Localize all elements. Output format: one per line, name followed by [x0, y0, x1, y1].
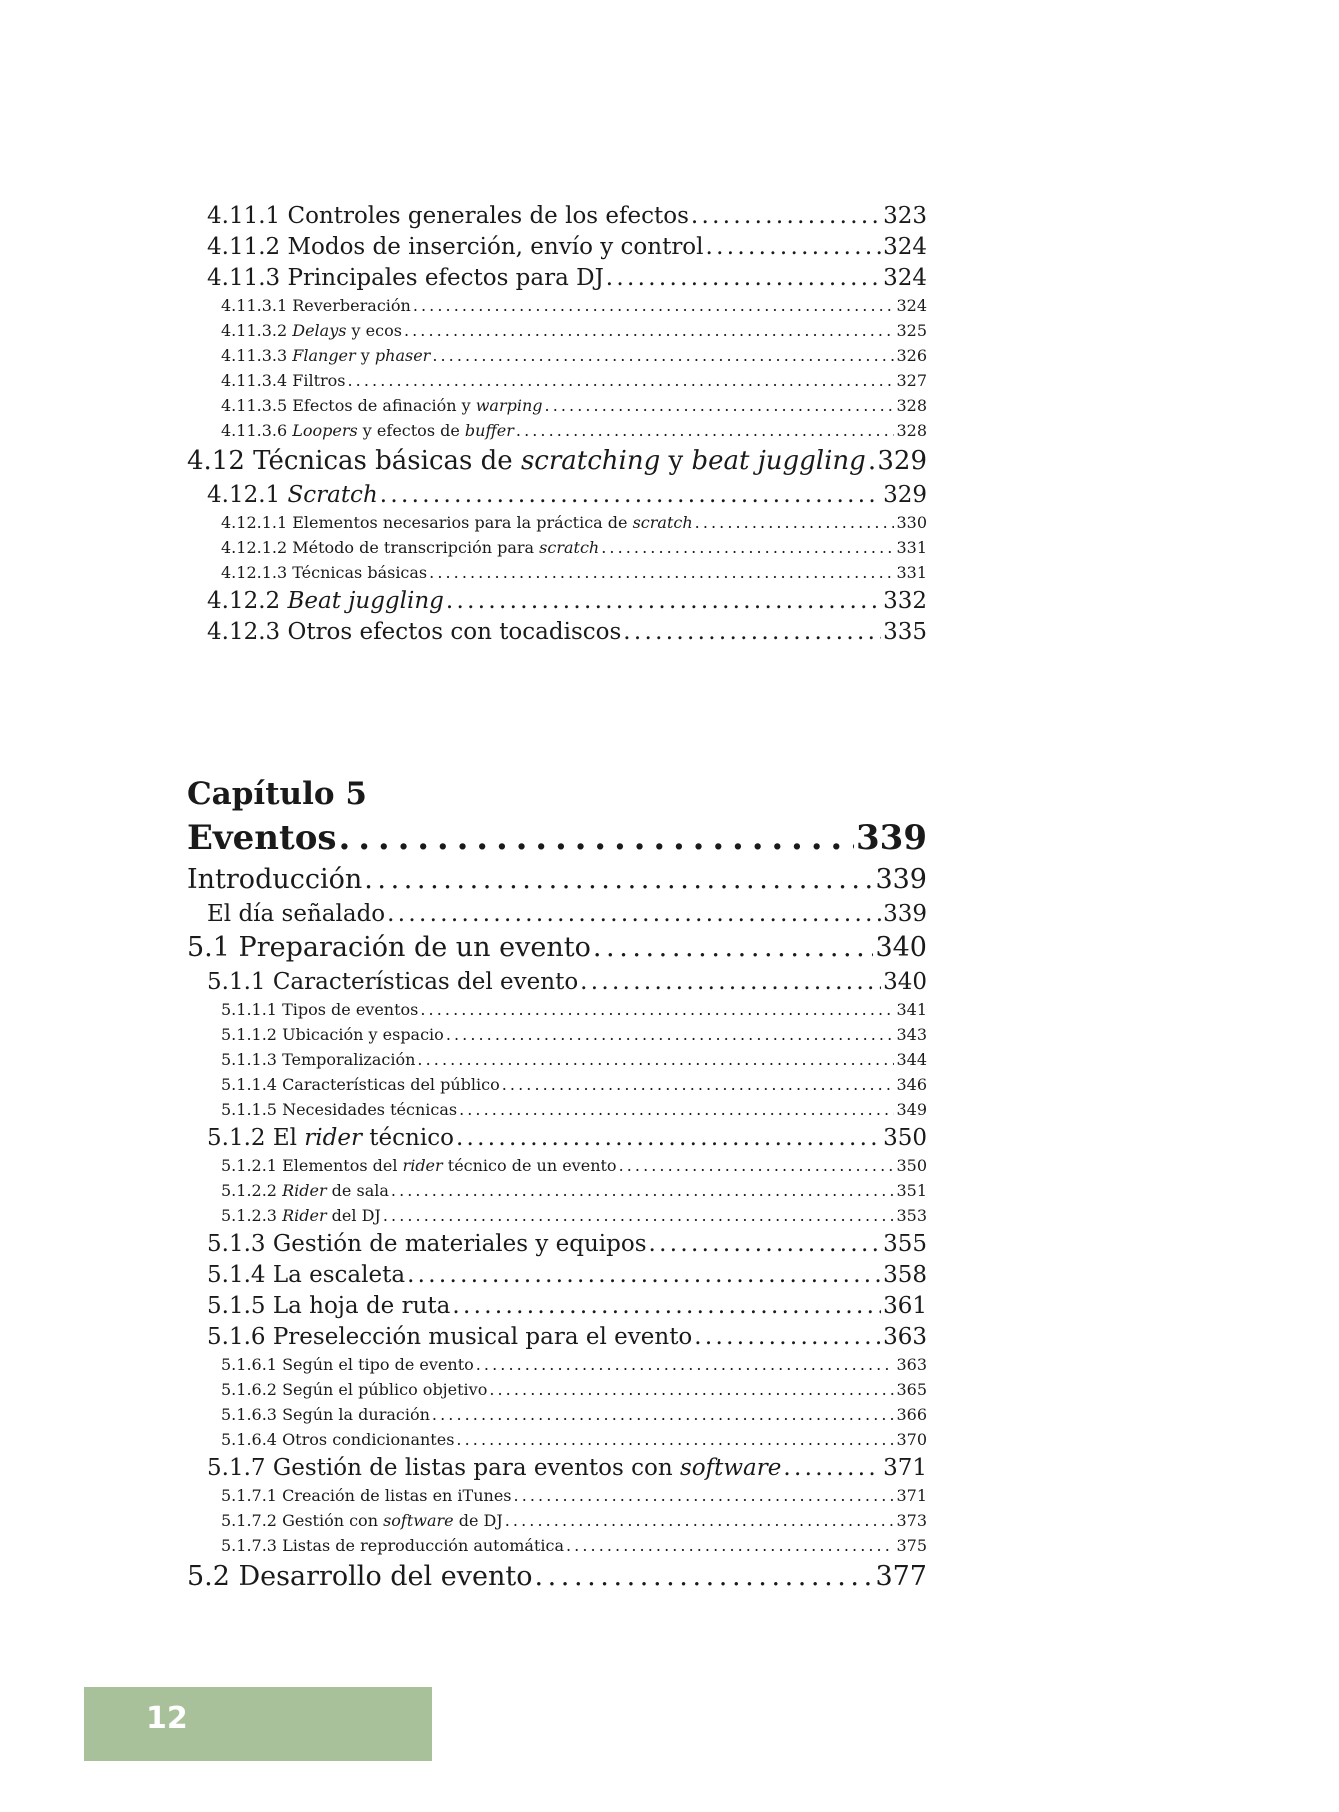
toc-entry-label-italic: Rider — [282, 1181, 327, 1200]
toc-entry-page: 346 — [896, 1075, 927, 1094]
leader-dots — [446, 1025, 895, 1044]
toc-entry-label — [221, 538, 599, 557]
toc-entry-label — [207, 969, 578, 995]
leader-dots — [706, 234, 882, 260]
toc-entry-label-text: 5.1.2 El — [207, 1125, 305, 1151]
leader-dots — [456, 1430, 894, 1449]
toc-entry[interactable] — [187, 265, 927, 296]
toc-entry-label-italic: Scratch — [287, 482, 378, 508]
toc-entry[interactable] — [187, 321, 927, 346]
page-number: 12 — [146, 1701, 188, 1736]
toc-entry-label-text: 4.11.3.5 Efectos de afinación y — [221, 396, 476, 415]
toc-entry-label-text: 5.1.7 Gestión de listas para eventos con — [207, 1455, 680, 1481]
toc-entry-label-text: 5.1.6.4 Otros condicionantes — [221, 1430, 455, 1449]
leader-dots — [432, 1405, 895, 1424]
toc-entry-label — [221, 1380, 487, 1399]
toc-entry-label — [221, 1536, 564, 1555]
leader-dots — [391, 1181, 895, 1200]
leader-dots — [383, 1206, 895, 1225]
leader-dots — [606, 265, 881, 291]
leader-dots — [566, 1536, 894, 1555]
leader-dots — [364, 864, 873, 895]
leader-dots — [502, 1075, 895, 1094]
toc-entry-label — [207, 1324, 692, 1350]
toc-entry-label-text: y efectos de — [357, 421, 465, 440]
toc-entry-label-italic: rider — [402, 1156, 443, 1175]
toc-entry-label-text: 4.12.1 — [207, 482, 288, 508]
toc-entry-label — [221, 1511, 503, 1530]
toc-entry-label — [221, 371, 346, 390]
toc-entry[interactable] — [187, 969, 927, 1000]
toc-entry-page: 324 — [883, 265, 927, 291]
toc-entry-label-text: 4.11.3.6 — [221, 421, 293, 440]
toc-entry[interactable] — [187, 1206, 927, 1231]
toc-entry-label — [221, 421, 514, 440]
toc-entry-label-text: 5.1.6.1 Según el tipo de evento — [221, 1355, 474, 1374]
toc-entry-label-text: 4.12 Técnicas básicas de — [187, 446, 521, 476]
toc-entry-label-text: 5.1.7.3 Listas de reproducción automática — [221, 1536, 564, 1555]
leader-dots — [868, 446, 876, 476]
chapter-title: Eventos — [187, 818, 337, 858]
toc-entry[interactable] — [187, 446, 927, 482]
toc-entry-label — [207, 619, 621, 645]
toc-entry-page: 349 — [896, 1100, 927, 1119]
toc-entry-label-text: 5.1.1.4 Características del público — [221, 1075, 500, 1094]
toc-entry-page: 330 — [896, 513, 927, 532]
toc-entry-label — [221, 1405, 430, 1424]
toc-entry-label — [221, 1206, 381, 1225]
toc-entry[interactable] — [187, 1262, 927, 1293]
leader-dots — [619, 1156, 895, 1175]
toc-entry-page: 365 — [896, 1380, 927, 1399]
toc-entry-page: 371 — [883, 1455, 927, 1481]
toc-entry-page: 324 — [883, 234, 927, 260]
toc-entry-label-text: 5.1.6.2 Según el público objetivo — [221, 1380, 488, 1399]
toc-entry-label — [207, 482, 378, 508]
leader-dots — [404, 321, 895, 340]
toc-entry-page: 371 — [896, 1486, 927, 1505]
toc-entry-label — [207, 1125, 454, 1151]
toc-entry-label-italic: Flanger — [292, 346, 356, 365]
toc-entry-page: 350 — [896, 1156, 927, 1175]
leader-dots — [514, 1486, 895, 1505]
toc-entry-page: 363 — [896, 1355, 927, 1374]
toc-entry-page: 329 — [877, 446, 927, 476]
chapter-5-header — [187, 776, 927, 862]
toc-entry-label-italic: scratching — [520, 446, 661, 476]
toc-entry[interactable] — [187, 203, 927, 234]
leader-dots — [691, 203, 881, 229]
toc-entry[interactable] — [187, 1293, 927, 1324]
toc-entry-label-text: 4.12.1.2 Método de transcripción para — [221, 538, 540, 557]
toc-entry-page: 344 — [896, 1050, 927, 1069]
toc-entry-page: 377 — [875, 1561, 927, 1592]
toc-entry-page: 355 — [883, 1231, 927, 1257]
toc-entry-label-text: 5.1 Preparación de un evento — [187, 932, 591, 963]
page-number-bar — [84, 1687, 432, 1761]
toc-entry-label-italic: phaser — [374, 346, 431, 365]
toc-entry-label — [187, 932, 591, 963]
toc-entry-page: 324 — [896, 296, 927, 315]
toc-entry-page: 332 — [883, 588, 927, 614]
toc-entry[interactable] — [187, 513, 927, 538]
toc-entry-label — [221, 1486, 512, 1505]
toc-entry[interactable] — [187, 619, 927, 650]
toc-entry-label-text: 5.1.1 Características del evento — [207, 969, 579, 995]
toc-entry-label-text: y ecos — [346, 321, 402, 340]
leader-dots — [452, 1293, 881, 1319]
toc-entry[interactable] — [187, 1125, 927, 1156]
chapter-heading-label: Capítulo 5 — [187, 776, 367, 812]
toc-entry-label-text: 5.1.7.1 Creación de listas en iTunes — [221, 1486, 512, 1505]
leader-dots — [545, 396, 895, 415]
toc-entry-label — [221, 1075, 500, 1094]
toc-entry-label — [207, 234, 704, 260]
toc-entry-label-text: 4.11.1 Controles generales de los efectos — [207, 203, 689, 229]
toc-entry-page: 328 — [896, 396, 927, 415]
toc-entry-page: 353 — [896, 1206, 927, 1225]
toc-entry[interactable] — [187, 1324, 927, 1355]
leader-dots — [420, 1000, 894, 1019]
toc-entry-label-text: 5.1.2.3 — [221, 1206, 283, 1225]
leader-dots — [695, 513, 895, 532]
leader-dots — [516, 421, 895, 440]
toc-entry[interactable] — [187, 1000, 927, 1025]
toc-entry[interactable] — [187, 482, 927, 513]
leader-dots — [580, 969, 881, 995]
toc-entry[interactable] — [187, 1181, 927, 1206]
toc-entry[interactable] — [187, 1355, 927, 1380]
toc-entry-label — [207, 1293, 450, 1319]
toc-entry-label-italic: Rider — [282, 1206, 327, 1225]
toc-entry-label-italic: software — [383, 1511, 454, 1530]
toc-entry[interactable] — [187, 371, 927, 396]
leader-dots — [476, 1355, 895, 1374]
toc-entry-label — [207, 588, 444, 614]
toc-entry-label-text: Introducción — [187, 864, 363, 895]
toc-entry[interactable] — [187, 1486, 927, 1511]
leader-dots — [459, 1100, 894, 1119]
toc-entry-label — [221, 563, 427, 582]
toc-entry-label-text: El día señalado — [207, 901, 386, 927]
toc-entry-label-text: 5.1.7.2 Gestión con — [221, 1511, 384, 1530]
toc-entry-page: 373 — [896, 1511, 927, 1530]
toc-entry-label — [221, 396, 543, 415]
toc-entry-label-italic: beat juggling — [691, 446, 866, 476]
toc-entry[interactable] — [187, 1231, 927, 1262]
toc-entry-label-text: y — [660, 446, 692, 476]
toc-entry-label — [207, 901, 385, 927]
leader-dots — [413, 296, 895, 315]
toc-entry-page: 351 — [896, 1181, 927, 1200]
toc-entry-label-text: 5.1.6 Preselección musical para el evento — [207, 1324, 693, 1350]
toc-entry-label-text: 5.2 Desarrollo del evento — [187, 1561, 533, 1592]
toc-entry[interactable] — [187, 1025, 927, 1050]
toc-entry-page: 358 — [883, 1262, 927, 1288]
leader-dots — [783, 1455, 881, 1481]
toc-entry-label-text: 4.11.3.4 Filtros — [221, 371, 346, 390]
toc-entry[interactable] — [187, 396, 927, 421]
toc-entry-page: 331 — [896, 538, 927, 557]
toc-entry-page: 361 — [883, 1293, 927, 1319]
toc-entry-label-text: 5.1.5 La hoja de ruta — [207, 1293, 451, 1319]
toc-entry[interactable] — [187, 234, 927, 265]
toc-entry-label — [221, 1100, 457, 1119]
toc-entry[interactable] — [187, 932, 927, 969]
toc-entry-label-text: 5.1.2.1 Elementos del — [221, 1156, 403, 1175]
toc-entry[interactable] — [187, 296, 927, 321]
toc-entry-label — [221, 1025, 444, 1044]
toc-entry-label — [221, 513, 693, 532]
toc-entry-label — [207, 1231, 647, 1257]
toc-entry-label-italic: Delays — [292, 321, 347, 340]
toc-entry-label-text: 4.12.3 Otros efectos con tocadiscos — [207, 619, 622, 645]
toc-entry[interactable] — [187, 1430, 927, 1455]
toc-entry[interactable] — [187, 1536, 927, 1561]
toc-entry-label-text: 5.1.1.2 Ubicación y espacio — [221, 1025, 444, 1044]
chapter-title-row[interactable] — [187, 818, 927, 862]
toc-entry-label-italic: warping — [475, 396, 543, 415]
toc-entry-label-italic: rider — [304, 1125, 362, 1151]
toc-entry[interactable] — [187, 563, 927, 588]
toc-entry-label-italic: buffer — [464, 421, 514, 440]
toc-entry-label-text: de sala — [326, 1181, 389, 1200]
toc-entry-page: 331 — [896, 563, 927, 582]
toc-entry-page: 375 — [896, 1536, 927, 1555]
toc-entry-label — [207, 203, 689, 229]
toc-entry-label-text: y — [355, 346, 375, 365]
leader-dots — [601, 538, 894, 557]
toc-entry-label-text: 5.1.2.2 — [221, 1181, 283, 1200]
toc-entry-label — [207, 265, 604, 291]
toc-entry-page: 323 — [883, 203, 927, 229]
toc-entry-label — [187, 864, 362, 895]
toc-entry-page: 327 — [896, 371, 927, 390]
toc-entry-label — [221, 321, 402, 340]
leader-dots — [348, 371, 895, 390]
toc-entry-page: 328 — [896, 421, 927, 440]
toc-entry-label — [207, 1262, 405, 1288]
toc-entry-page: 341 — [896, 1000, 927, 1019]
toc-entry-page: 366 — [896, 1405, 927, 1424]
leader-dots — [432, 346, 894, 365]
chapter-title-page: 339 — [856, 818, 927, 858]
toc-entry-page: 340 — [883, 969, 927, 995]
toc-entry-label-italic: Beat juggling — [287, 588, 444, 614]
toc-entry[interactable] — [187, 1405, 927, 1430]
toc-entry[interactable] — [187, 1100, 927, 1125]
leader-dots — [593, 932, 874, 963]
toc-chapter-5 — [187, 864, 927, 1598]
toc-entry-label — [221, 346, 430, 365]
toc-entry-label-text: 5.1.3 Gestión de materiales y equipos — [207, 1231, 647, 1257]
toc-entry-page: 326 — [896, 346, 927, 365]
toc-entry-label-text: 4.12.1.1 Elementos necesarios para la práctica de — [221, 513, 633, 532]
toc-entry-label-text: 4.12.1.3 Técnicas básicas — [221, 563, 428, 582]
toc-entry-page: 350 — [883, 1125, 927, 1151]
toc-entry[interactable] — [187, 1075, 927, 1100]
leader-dots — [623, 619, 881, 645]
leader-dots — [489, 1380, 894, 1399]
toc-entry[interactable] — [187, 538, 927, 563]
toc-entry-page: 329 — [883, 482, 927, 508]
toc-entry-label-text: 5.1.1.3 Temporalización — [221, 1050, 416, 1069]
toc-section-4-11 — [187, 203, 927, 650]
toc-entry-label-text: 4.11.2 Modos de inserción, envío y control — [207, 234, 704, 260]
leader-dots — [649, 1231, 882, 1257]
toc-entry-label-text: 4.11.3 Principales efectos para DJ — [207, 265, 604, 291]
toc-entry-label-text: 4.11.3.2 — [221, 321, 293, 340]
toc-entry-label-italic: scratch — [632, 513, 693, 532]
toc-entry-label-text: 4.11.3.3 — [221, 346, 293, 365]
toc-entry-label-text: técnico — [361, 1125, 454, 1151]
toc-entry[interactable] — [187, 1561, 927, 1598]
toc-entry-label — [221, 1181, 389, 1200]
toc-entry-label-text: 4.11.3.1 Reverberación — [221, 296, 411, 315]
toc-entry-page: 339 — [883, 901, 927, 927]
toc-entry-label — [221, 1355, 474, 1374]
toc-entry[interactable] — [187, 1455, 927, 1486]
toc-entry[interactable] — [187, 901, 927, 932]
leader-dots — [417, 1050, 894, 1069]
leader-dots — [339, 818, 854, 858]
toc-entry-label-italic: scratch — [539, 538, 600, 557]
toc-entry-label-text: 5.1.1.1 Tipos de eventos — [221, 1000, 419, 1019]
leader-dots — [694, 1324, 881, 1350]
toc-entry-page: 363 — [883, 1324, 927, 1350]
toc-entry[interactable] — [187, 1156, 927, 1181]
toc-entry[interactable] — [187, 1511, 927, 1536]
toc-entry-label-text: 5.1.4 La escaleta — [207, 1262, 406, 1288]
toc-entry-label — [221, 1000, 418, 1019]
toc-entry-label — [221, 1430, 454, 1449]
toc-entry-label — [187, 446, 866, 476]
leader-dots — [505, 1511, 895, 1530]
toc-entry-page: 335 — [883, 619, 927, 645]
leader-dots — [446, 588, 881, 614]
chapter-heading — [187, 776, 927, 818]
toc-entry-label-text: 5.1.6.3 Según la duración — [221, 1405, 430, 1424]
toc-entry-label-text: 5.1.1.5 Necesidades técnicas — [221, 1100, 458, 1119]
toc-entry-label-text: del DJ — [326, 1206, 381, 1225]
toc-entry-page: 340 — [875, 932, 927, 963]
toc-entry-page: 339 — [875, 864, 927, 895]
toc-entry-page: 343 — [896, 1025, 927, 1044]
toc-entry[interactable] — [187, 1380, 927, 1405]
toc-entry-label-text: de DJ — [453, 1511, 503, 1530]
toc-entry-label — [221, 296, 411, 315]
toc-entry-label — [221, 1156, 617, 1175]
toc-entry-label-text: 4.12.2 — [207, 588, 288, 614]
toc-entry-label-italic: software — [679, 1455, 782, 1481]
leader-dots — [534, 1561, 873, 1592]
toc-entry[interactable] — [187, 588, 927, 619]
leader-dots — [407, 1262, 881, 1288]
toc-entry-label — [207, 1455, 781, 1481]
toc-entry-page: 370 — [896, 1430, 927, 1449]
toc-entry[interactable] — [187, 1050, 927, 1075]
toc-entry-label-text: técnico de un evento — [442, 1156, 617, 1175]
toc-entry[interactable] — [187, 346, 927, 371]
toc-entry-page: 325 — [896, 321, 927, 340]
leader-dots — [456, 1125, 881, 1151]
leader-dots — [429, 563, 894, 582]
toc-entry-label — [221, 1050, 415, 1069]
toc-entry[interactable] — [187, 421, 927, 446]
leader-dots — [387, 901, 881, 927]
toc-entry-label — [187, 1561, 532, 1592]
toc-entry-label-italic: Loopers — [292, 421, 358, 440]
toc-entry[interactable] — [187, 864, 927, 901]
leader-dots — [380, 482, 881, 508]
